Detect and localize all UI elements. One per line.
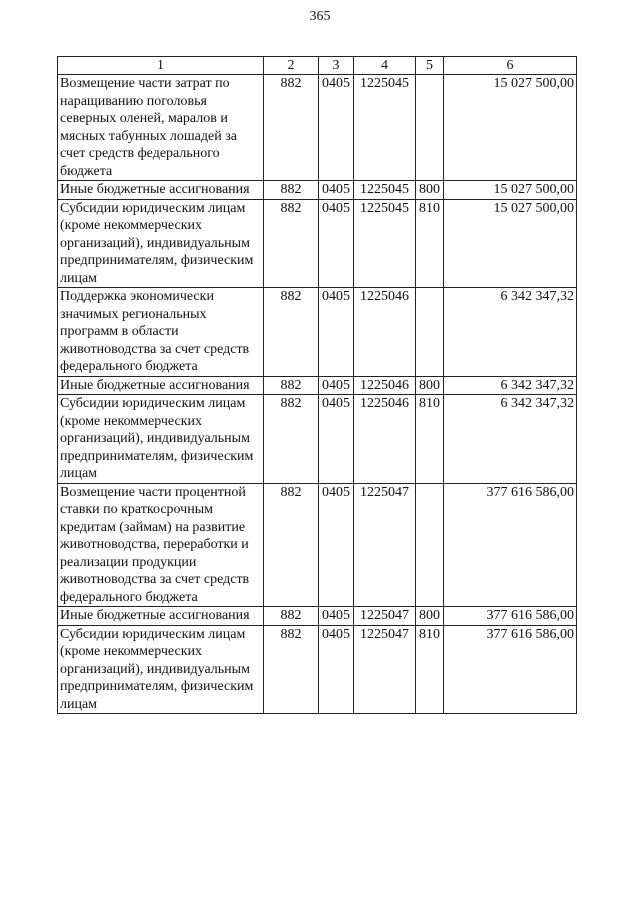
row-rzpr: 0405: [319, 607, 354, 626]
row-csr: 1225047: [354, 607, 416, 626]
row-csr: 1225045: [354, 75, 416, 181]
table-row: [58, 376, 577, 395]
row-vr: [416, 75, 444, 181]
row-amount: 6 342 347,32: [444, 288, 577, 377]
row-rzpr: 0405: [319, 199, 354, 288]
table-row: [58, 395, 577, 484]
row-amount: 15 027 500,00: [444, 199, 577, 288]
page-number: 365: [309, 9, 331, 24]
row-grbs: 882: [264, 376, 319, 395]
row-amount: 6 342 347,32: [444, 395, 577, 484]
row-vr: 810: [416, 625, 444, 714]
row-name: Возмещение части затрат по наращиванию поголовья северных оленей, маралов и мясных табунных лошадей за счет средств федерального бюджета: [58, 75, 264, 181]
row-csr: 1225046: [354, 395, 416, 484]
row-csr: 1225047: [354, 483, 416, 607]
row-grbs: 882: [264, 288, 319, 377]
row-amount: 377 616 586,00: [444, 625, 577, 714]
row-vr: 800: [416, 181, 444, 200]
row-grbs: 882: [264, 181, 319, 200]
table-row: [58, 288, 577, 377]
row-csr: 1225046: [354, 288, 416, 377]
row-csr: 1225045: [354, 181, 416, 200]
row-rzpr: 0405: [319, 395, 354, 484]
table-header-row: [58, 57, 577, 75]
row-amount: 15 027 500,00: [444, 75, 577, 181]
row-vr: 810: [416, 199, 444, 288]
table-row: [58, 181, 577, 200]
column-header: 3: [319, 57, 354, 75]
row-csr: 1225047: [354, 625, 416, 714]
budget-table: [57, 56, 577, 714]
row-rzpr: 0405: [319, 75, 354, 181]
row-rzpr: 0405: [319, 181, 354, 200]
row-name: Субсидии юридическим лицам (кроме некоммерческих организаций), индивидуальным предпринимателям, физическим лицам: [58, 395, 264, 484]
row-vr: [416, 288, 444, 377]
table-row: [58, 199, 577, 288]
table-row: [58, 625, 577, 714]
row-vr: 800: [416, 607, 444, 626]
row-csr: 1225046: [354, 376, 416, 395]
row-name: Возмещение части процентной ставки по краткосрочным кредитам (займам) на развитие животноводства, переработки и реализации продукции животноводства за счет средств федерального бюджета: [58, 483, 264, 607]
column-header: 1: [58, 57, 264, 75]
column-header: 6: [444, 57, 577, 75]
row-vr: 810: [416, 395, 444, 484]
row-name: Иные бюджетные ассигнования: [58, 181, 264, 200]
row-grbs: 882: [264, 75, 319, 181]
table-row: [58, 75, 577, 181]
row-grbs: 882: [264, 483, 319, 607]
row-rzpr: 0405: [319, 288, 354, 377]
row-grbs: 882: [264, 625, 319, 714]
column-header: 4: [354, 57, 416, 75]
row-csr: 1225045: [354, 199, 416, 288]
row-grbs: 882: [264, 607, 319, 626]
column-header: 2: [264, 57, 319, 75]
row-amount: 377 616 586,00: [444, 483, 577, 607]
row-amount: 377 616 586,00: [444, 607, 577, 626]
row-name: Иные бюджетные ассигнования: [58, 376, 264, 395]
row-name: Субсидии юридическим лицам (кроме некоммерческих организаций), индивидуальным предпринимателям, физическим лицам: [58, 625, 264, 714]
row-amount: 15 027 500,00: [444, 181, 577, 200]
row-rzpr: 0405: [319, 376, 354, 395]
row-grbs: 882: [264, 395, 319, 484]
table-row: [58, 483, 577, 607]
row-rzpr: 0405: [319, 625, 354, 714]
row-name: Иные бюджетные ассигнования: [58, 607, 264, 626]
row-name: Поддержка экономически значимых региональных программ в области животноводства за счет средств федерального бюджета: [58, 288, 264, 377]
row-vr: [416, 483, 444, 607]
row-grbs: 882: [264, 199, 319, 288]
row-amount: 6 342 347,32: [444, 376, 577, 395]
row-vr: 800: [416, 376, 444, 395]
row-rzpr: 0405: [319, 483, 354, 607]
table-row: [58, 607, 577, 626]
row-name: Субсидии юридическим лицам (кроме некоммерческих организаций), индивидуальным предпринимателям, физическим лицам: [58, 199, 264, 288]
column-header: 5: [416, 57, 444, 75]
